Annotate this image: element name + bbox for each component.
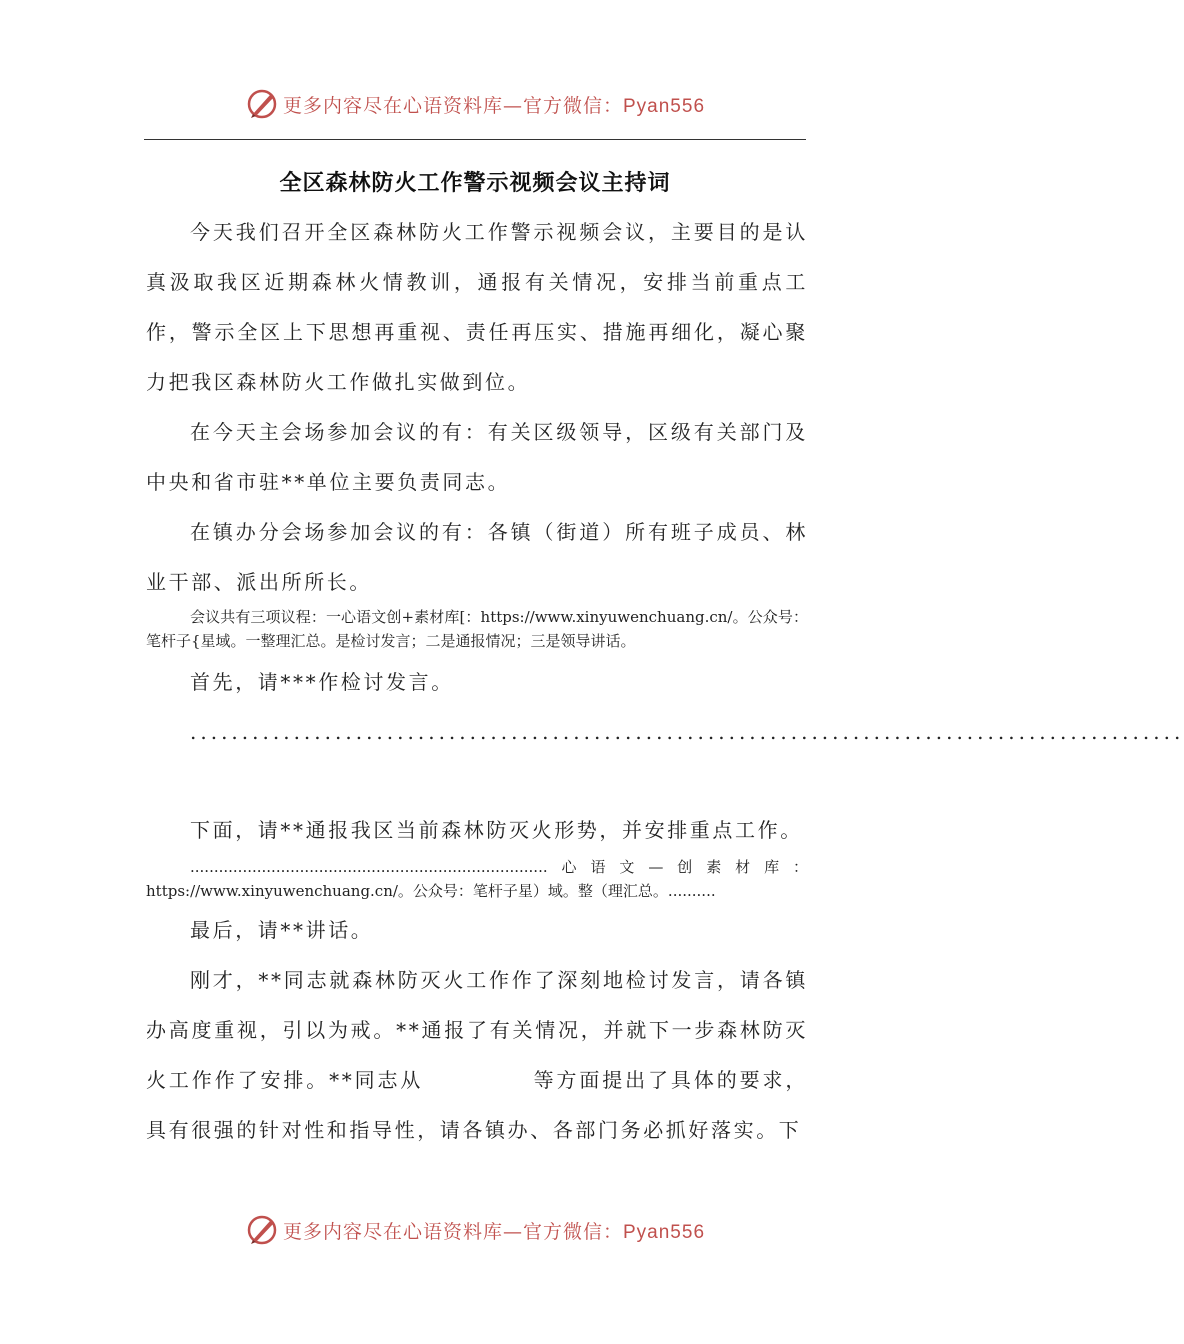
header-rule — [144, 139, 806, 140]
paragraph-first-speaker: 首先，请***作检讨发言。 — [190, 670, 454, 694]
pen-logo-icon — [245, 87, 279, 121]
paragraph-main-venue: 在今天主会场参加会议的有：有关区级领导，区级有关部门及中央和省市驻**单位主要负责同志。 — [146, 420, 808, 494]
paragraph-intro: 今天我们召开全区森林防火工作警示视频会议，主要目的是认真汲取我区近期森林火情教训，通报有关情况，安排当前重点工作，警示全区上下思想再重视、责任再压实、措施再细化，凝心聚力把我区森林防火工作做扎实做到位。 — [146, 220, 808, 394]
paragraph-summary: 刚才，**同志就森林防灭火工作作了深刻地检讨发言，请各镇办高度重视，引以为戒。**通报了有关情况，并就下一步森林防灭火工作作了安排。**同志从 等方面提出了具体的要求，具有很强的针对性和指导性，请各镇办、各部门务必抓好落实。下 — [146, 968, 808, 1142]
banner-text: 更多内容尽在心语资料库—官方微信：Pyan556 — [282, 1220, 706, 1243]
document-title: 全区森林防火工作警示视频会议主持词 — [279, 171, 671, 196]
agenda-note: 会议共有三项议程：一心语文创+素材库[：https://www.xinyuwenchuang.cn/。公众号：笔杆子{星域。一整理汇总。是检讨发言；二是通报情况；三是领导讲话。 — [146, 608, 808, 650]
footer-banner — [0, 1210, 950, 1250]
paragraph-second-speaker: 下面，请**通报我区当前森林防灭火形势，并安排重点工作。 — [190, 818, 803, 842]
banner-text: 更多内容尽在心语资料库—官方微信：Pyan556 — [282, 94, 706, 117]
pen-logo-icon — [245, 1213, 279, 1247]
dotted-placeholder: ................................................................................................ — [190, 720, 1184, 744]
header-banner — [0, 84, 950, 124]
source-note: ...........................................................................心语文—创素材库：https://www.xinyuwenchuang.cn/。公众号：笔杆子星）域。整（理汇总。.......... — [146, 858, 808, 900]
paragraph-branch-venue: 在镇办分会场参加会议的有：各镇（街道）所有班子成员、林业干部、派出所所长。 — [146, 520, 808, 594]
paragraph-final-speaker: 最后，请**讲话。 — [190, 918, 374, 942]
